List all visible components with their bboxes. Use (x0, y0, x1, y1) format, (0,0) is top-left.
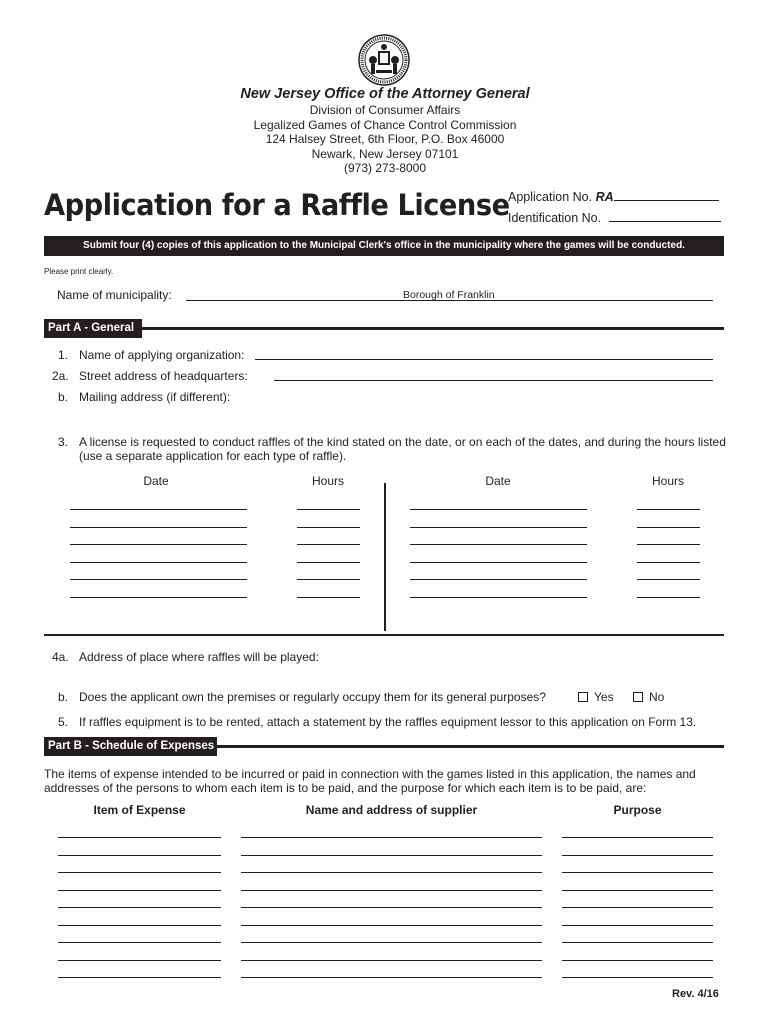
part-a-rule (142, 327, 724, 330)
q3-text-line2: (use a separate application for each type of raffle). (79, 449, 347, 463)
q4a-label: Address of place where raffles will be played: (79, 650, 319, 664)
purpose-field[interactable] (562, 977, 713, 978)
supplier-field[interactable] (241, 907, 542, 908)
purpose-field[interactable] (562, 960, 713, 961)
supplier-field[interactable] (241, 890, 542, 891)
purpose-field[interactable] (562, 942, 713, 943)
headquarters-address-field[interactable] (274, 380, 713, 381)
expense-item-field[interactable] (58, 837, 221, 838)
municipality-value: Borough of Franklin (403, 289, 495, 301)
date-field[interactable] (70, 562, 247, 563)
date-field[interactable] (410, 527, 587, 528)
municipality-label: Name of municipality: (57, 288, 172, 302)
date-field[interactable] (70, 579, 247, 580)
purpose-column-header: Purpose (613, 803, 662, 817)
date-field[interactable] (70, 544, 247, 545)
purpose-field[interactable] (562, 907, 713, 908)
part-b-rule (217, 745, 724, 748)
purpose-field[interactable] (562, 890, 713, 891)
q4b-label: Does the applicant own the premises or regularly occupy them for its general purposes? (79, 690, 546, 704)
header-line: (973) 273-8000 (343, 161, 427, 175)
page-title: Application for a Raffle License (44, 188, 510, 222)
print-clearly-note: Please print clearly. (44, 267, 114, 276)
expense-item-field[interactable] (58, 960, 221, 961)
q3-number: 3. (58, 435, 69, 449)
q2b-number: b. (58, 390, 69, 404)
office-title: New Jersey Office of the Attorney General (240, 86, 530, 102)
supplier-field[interactable] (241, 837, 542, 838)
purpose-field[interactable] (562, 837, 713, 838)
header-line: 124 Halsey Street, 6th Floor, P.O. Box 46000 (265, 132, 505, 146)
identification-number-field[interactable] (609, 210, 721, 222)
no-option[interactable] (633, 690, 664, 704)
purpose-field[interactable] (562, 925, 713, 926)
date-field[interactable] (70, 509, 247, 510)
yes-option[interactable] (578, 690, 614, 704)
hours-field[interactable] (637, 509, 700, 510)
revision-label: Rev. 4/16 (672, 988, 719, 1000)
date-field[interactable] (70, 597, 247, 598)
q2b-label: Mailing address (if different): (79, 390, 231, 404)
date-field[interactable] (410, 544, 587, 545)
q1-number: 1. (58, 348, 69, 362)
identification-number-row (508, 210, 721, 225)
yes-checkbox[interactable] (578, 692, 588, 702)
table-divider (384, 483, 386, 631)
date-column-header: Date (143, 474, 169, 488)
application-number-prefix: RA (595, 190, 614, 204)
expense-item-field[interactable] (58, 872, 221, 873)
supplier-field[interactable] (241, 977, 542, 978)
hours-field[interactable] (637, 544, 700, 545)
state-seal-logo (358, 34, 410, 86)
q2a-label: Street address of headquarters: (79, 369, 248, 383)
purpose-field[interactable] (562, 855, 713, 856)
q5-number: 5. (58, 715, 69, 729)
hours-field[interactable] (637, 562, 700, 563)
item-column-header: Item of Expense (93, 803, 186, 817)
organization-name-field[interactable] (255, 359, 713, 360)
part-a-heading: Part A - General (44, 319, 142, 338)
no-label: No (649, 690, 665, 704)
hours-field[interactable] (637, 597, 700, 598)
date-column-header: Date (485, 474, 511, 488)
part-b-intro-line2: addresses of the persons to whom each item is to be paid, and the purpose for which each item is to be paid, are: (44, 781, 647, 795)
q3-text-line1: A license is requested to conduct raffles of the kind stated on the date, or on each of the dates, and during the hours listed (79, 435, 726, 449)
expense-item-field[interactable] (58, 925, 221, 926)
hours-field[interactable] (297, 579, 360, 580)
date-field[interactable] (410, 579, 587, 580)
application-number-label: Application No. (508, 190, 593, 204)
hours-field[interactable] (297, 509, 360, 510)
supplier-field[interactable] (241, 925, 542, 926)
hours-field[interactable] (637, 579, 700, 580)
supplier-field[interactable] (241, 942, 542, 943)
q4b-number: b. (58, 690, 69, 704)
expense-item-field[interactable] (58, 977, 221, 978)
part-b-intro-line1: The items of expense intended to be incurred or paid in connection with the games listed in this application, the names and (44, 767, 696, 781)
supplier-column-header: Name and address of supplier (305, 803, 478, 817)
purpose-field[interactable] (562, 872, 713, 873)
part-b-heading: Part B - Schedule of Expenses (44, 737, 217, 756)
application-number-field[interactable] (614, 189, 719, 201)
instruction-banner: Submit four (4) copies of this application to the Municipal Clerk's office in the municipality where the games will be conducted. (44, 236, 724, 256)
hours-field[interactable] (297, 527, 360, 528)
supplier-field[interactable] (241, 960, 542, 961)
expense-item-field[interactable] (58, 942, 221, 943)
q5-label: If raffles equipment is to be rented, attach a statement by the raffles equipment lessor to this application on Form 13. (79, 715, 697, 729)
expense-item-field[interactable] (58, 855, 221, 856)
hours-field[interactable] (297, 562, 360, 563)
supplier-field[interactable] (241, 872, 542, 873)
q1-label: Name of applying organization: (79, 348, 245, 362)
expense-item-field[interactable] (58, 907, 221, 908)
q4a-number: 4a. (52, 650, 69, 664)
date-field[interactable] (410, 562, 587, 563)
hours-column-header: Hours (651, 474, 684, 488)
hours-field[interactable] (297, 544, 360, 545)
header-line: Newark, New Jersey 07101 (311, 146, 459, 161)
supplier-field[interactable] (241, 855, 542, 856)
identification-number-label: Identification No. (508, 211, 602, 225)
hours-column-header: Hours (311, 474, 344, 488)
hours-field[interactable] (637, 527, 700, 528)
no-checkbox[interactable] (633, 692, 643, 702)
expense-item-field[interactable] (58, 890, 221, 891)
header-line: Legalized Games of Chance Control Commission (253, 117, 517, 132)
yes-label: Yes (594, 690, 614, 704)
application-number-row (508, 189, 719, 204)
date-field[interactable] (70, 527, 247, 528)
q2a-number: 2a. (52, 369, 69, 383)
table-bottom-rule (44, 634, 724, 636)
date-field[interactable] (410, 597, 587, 598)
date-field[interactable] (410, 509, 587, 510)
hours-field[interactable] (297, 597, 360, 598)
header-line: Division of Consumer Affairs (309, 103, 461, 117)
